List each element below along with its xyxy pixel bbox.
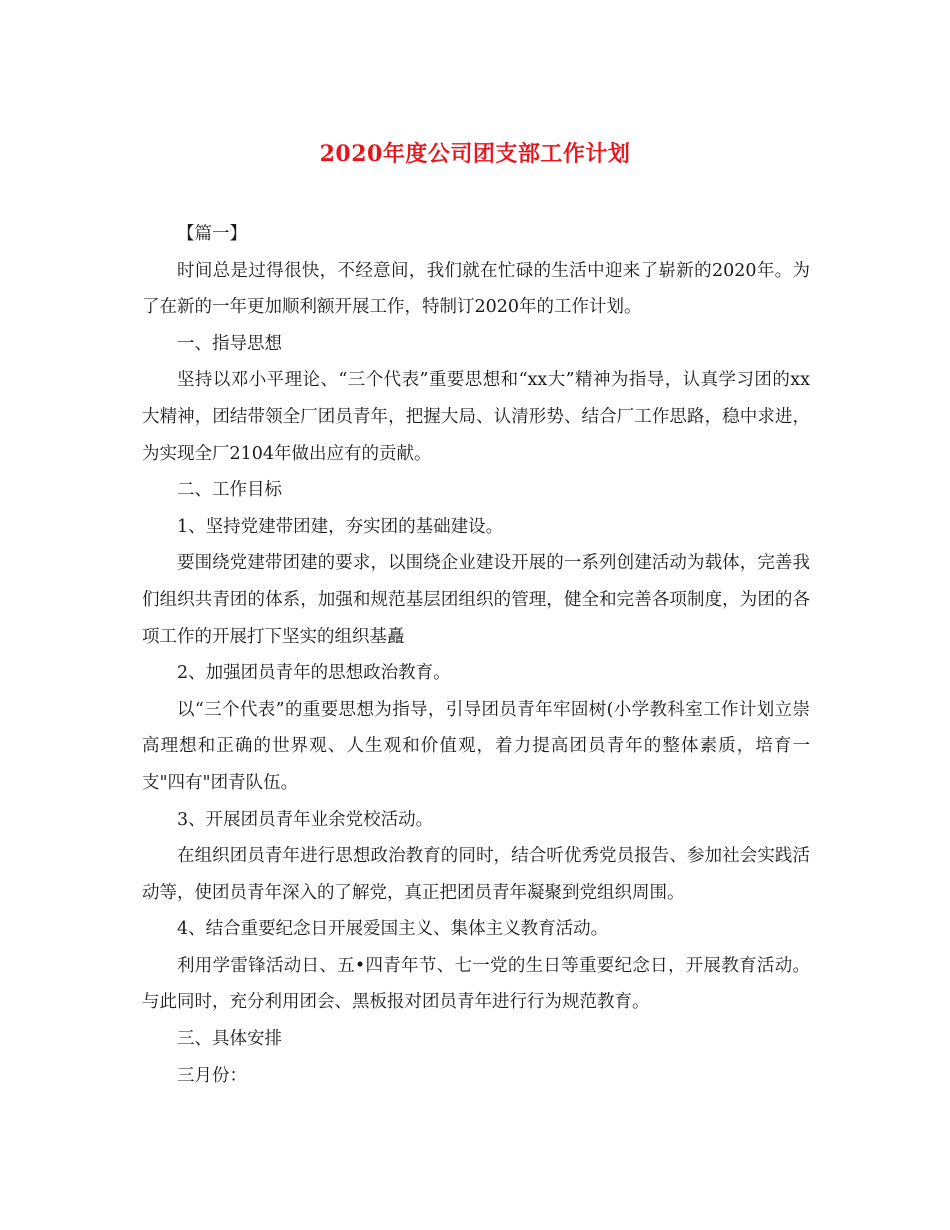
paragraph-intro: 时间总是过得很快，不经意间，我们就在忙碌的生活中迎来了崭新的2020年。为了在新的一年更加顺利额开展工作，特制订2020年的工作计划。 <box>142 260 810 318</box>
heading-specific-arrangements: 三、具体安排 <box>177 1029 282 1050</box>
goal-1-text: 要围绕党建带团建的要求，以围绕企业建设开展的一系列创建活动为载体，完善我们组织共青团的体系，加强和规范基层团组织的管理，健全和完善各项制度，为团的各项工作的开展打下坚实的组织基矗 <box>142 553 810 647</box>
goal-3-heading: 3、开展团员青年业余党校活动。 <box>177 809 434 830</box>
goal-3-text: 在组织团员青年进行思想政治教育的同时，结合听优秀党员报告、参加社会实践活动等，使团员青年深入的了解党，真正把团员青年凝聚到党组织周围。 <box>142 846 810 903</box>
heading-work-goals: 二、工作目标 <box>177 480 282 501</box>
goal-2-heading: 2、加强团员青年的思想政治教育。 <box>177 663 451 684</box>
heading-guiding-ideology: 一、指导思想 <box>177 333 282 354</box>
document-title: 2020年度公司团支部工作计划 <box>319 141 631 167</box>
paragraph-guiding-ideology: 坚持以邓小平理论、“三个代表”重要思想和“xx大”精神为指导，认真学习团的xx大精神，团结带领全厂团员青年，把握大局、认清形势、结合厂工作思路，稳中求进，为实现全厂2104年做出应有的贡献。 <box>142 370 810 464</box>
section-label: 【篇一】 <box>177 224 247 244</box>
goal-2-text: 以“三个代表”的重要思想为指导，引导团员青年牢固树(小学教科室工作计划立崇高理想和正确的世界观、人生观和价值观，着力提高团员青年的整体素质，培育一支"四有"团青队伍。 <box>142 699 810 793</box>
goal-4-text: 利用学雷锋活动日、五•四青年节、七一党的生日等重要纪念日，开展教育活动。与此同时，充分利用团会、黑板报对团员青年进行行为规范教育。 <box>142 955 810 1013</box>
goal-1-heading: 1、坚持党建带团建，夯实团的基础建设。 <box>177 516 504 537</box>
document-body <box>142 216 810 1094</box>
month-march-label: 三月份： <box>177 1065 247 1086</box>
goal-4-heading: 4、结合重要纪念日开展爱国主义、集体主义教育活动。 <box>177 919 609 940</box>
